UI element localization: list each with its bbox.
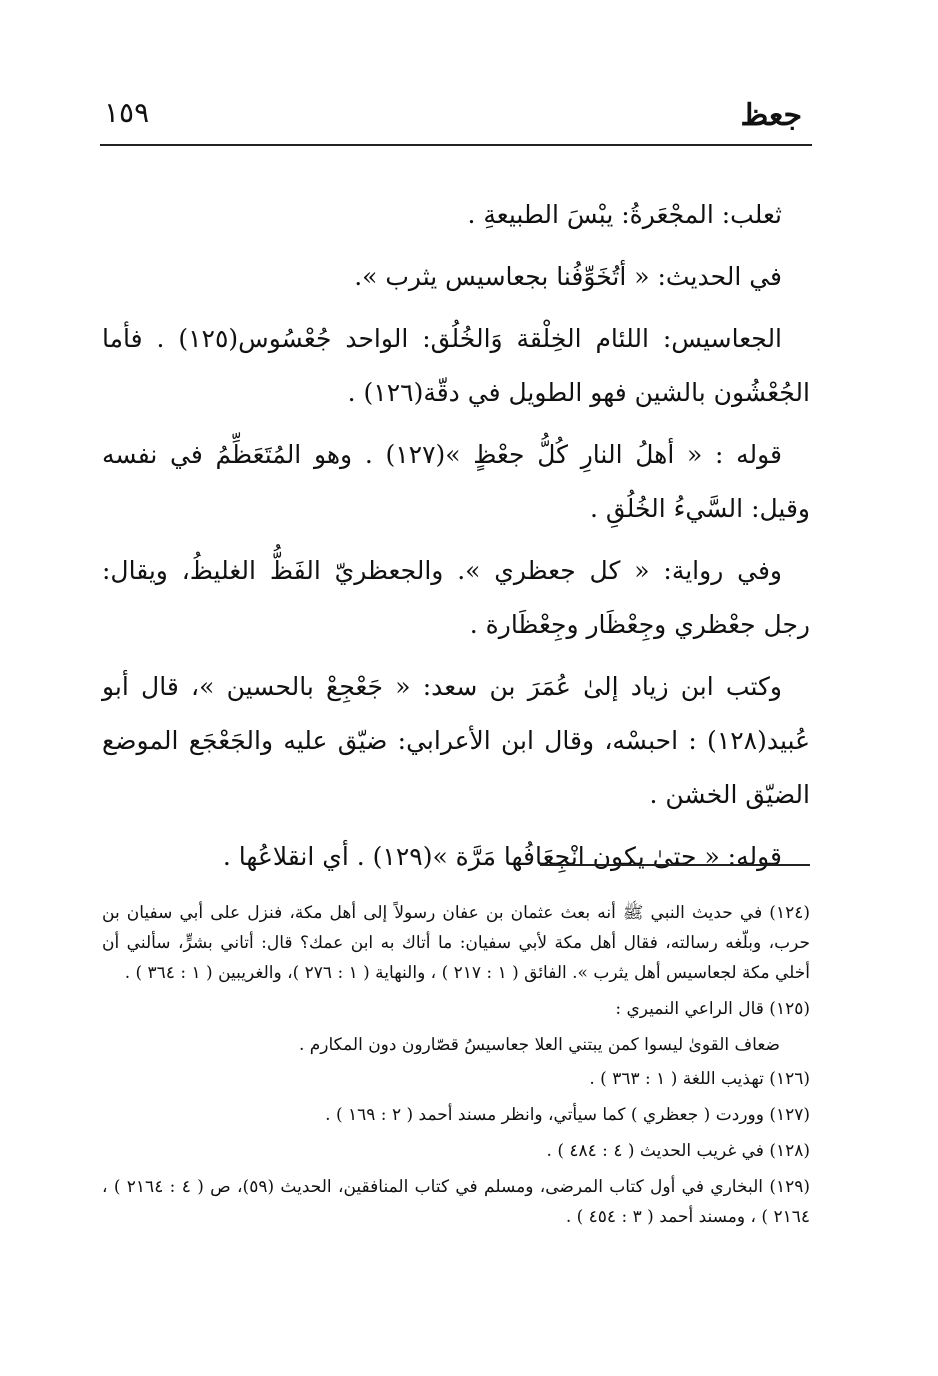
paragraph-injiaf: قوله: « حتىٰ يكون انْجِعَافُها مَرَّة »(١٢٩) . أي انقلاعُها . [222,842,782,871]
footnote-126: (١٢٦) تهذيب اللغة ( ١ : ٣٦٣ ) . [589,1069,810,1089]
footnote-124: (١٢٤) في حديث النبي ﷺ أنه بعث عثمان بن عفان رسولاً إلى أهل مكة، فنزل على أبي سفيان بن حرب، وبلّغه رسالته، فقال أهل مكة لأبي سفيان: ما أتاك به ابن عمك؟ قال: أتاني بشرٍّ، سألني أن أخلي مكة لجعاسيس أهل يثرب ». الفائق ( ١ : ٢١٧ ) ، والنهاية ( ١ : ٢٧٦ )، والغريبين ( ١ : ٣٦٤ ) . [102,903,810,983]
page-header [100,92,812,146]
footnote-separator [540,864,810,866]
paragraph-jaasis-definition: الجعاسيس: اللئام الخِلْقة وَالخُلُق: الواحد جُعْسُوس(١٢٥) . فأما الجُعْشُون بالشين فهو الطويل في دقّة(١٢٦) . [102,324,810,407]
paragraph-thalab: ثعلب: المجْعَرةُ: يبْسَ الطبيعةِ . [467,200,782,229]
footnote-125-verse: ضعاف القوىٰ ليسوا كمن يبتني العلا جعاسيسُ قصّارون دون المكارم . [298,1035,780,1055]
running-head-word: جعظ [740,98,802,133]
footnote-125: (١٢٥) قال الراعي النميري : [615,999,810,1019]
page-number: ١٥٩ [104,96,150,129]
footnotes [102,898,810,1238]
footnote-127: (١٢٧) ووردت ( جعظري ) كما سيأتي، وانظر مسند أحمد ( ٢ : ١٦٩ ) . [325,1105,810,1125]
paragraph-ahl-an-nar: قوله : « أهلُ النارِ كُلُّ جعْظٍ »(١٢٧) . وهو المُتَعَظِّمُ في نفسه وقيل: السَّيءُ الخُلُقِ . [102,440,810,523]
paragraph-jaazari: وفي رواية: « كل جعظري ». والجعظريّ الفَظُّ الغليظُ، ويقال: رجل جعْظري وجِعْظَار وجِعْظَارة . [102,556,810,639]
footnote-129: (١٢٩) البخاري في أول كتاب المرضى، ومسلم في كتاب المنافقين، الحديث (٥٩)، ص ( ٤ : ٢١٦٤ ) ، ٢١٦٤ ) ، ومسند أحمد ( ٣ : ٤٥٤ ) . [102,1177,810,1227]
paragraph-hadith-jaasis: في الحديث: « أتُخَوِّفُنا بجعاسيس يثرب ». [354,262,782,291]
paragraph-ibn-ziyad: وكتب ابن زياد إلىٰ عُمَرَ بن سعد: « جَعْجِعْ بالحسين »، قال أبو عُبيد(١٢٨) : احبسْه، وقال ابن الأعرابي: ضيّق عليه والجَعْجَع الموضع الضيّق الخشن . [102,672,810,809]
footnote-128: (١٢٨) في غريب الحديث ( ٤ : ٤٨٤ ) . [546,1141,810,1161]
main-text [102,188,810,892]
